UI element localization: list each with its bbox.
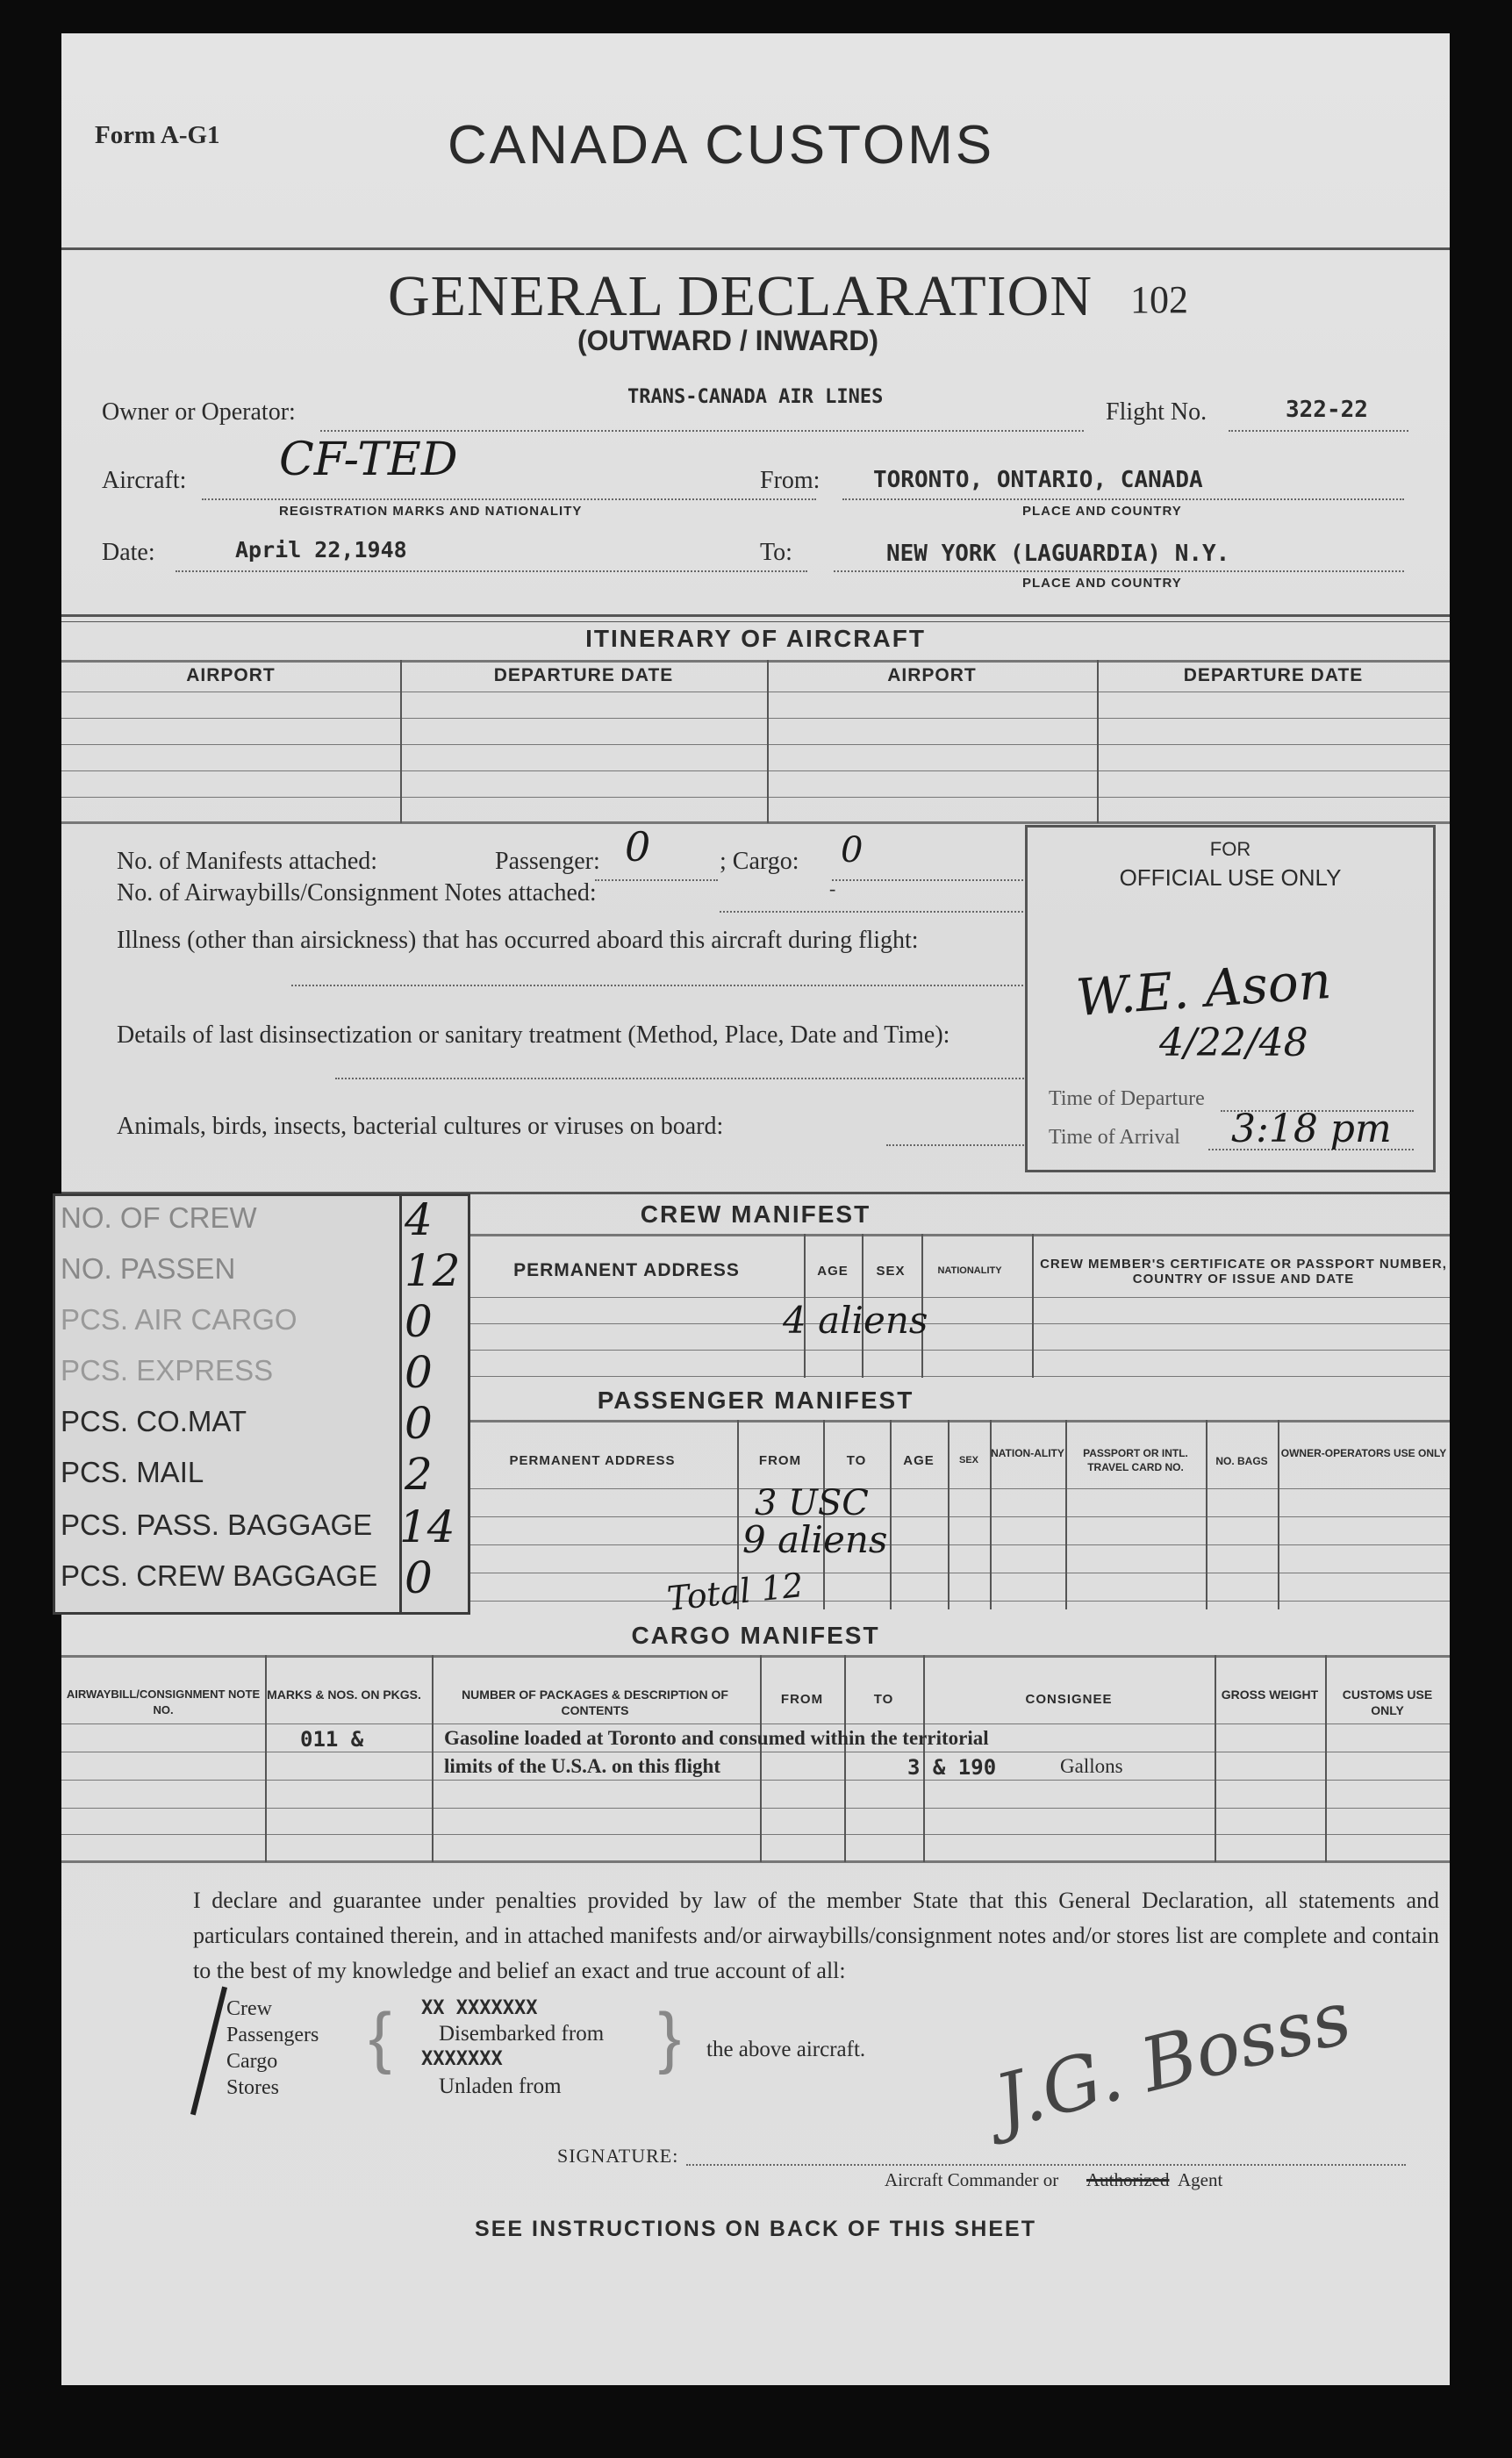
cargo-manifest-value: 0 <box>841 830 863 871</box>
date-value: April 22,1948 <box>235 537 407 563</box>
itinerary-table <box>61 660 1450 823</box>
strip-row <box>55 1400 463 1447</box>
itinerary-rule-top <box>61 614 1450 617</box>
cargo-col-airwaybill: AIRWAYBILL/CONSIGNMENT NOTE NO. <box>66 1688 261 1716</box>
crew-note: 4 aliens <box>783 1299 928 1342</box>
date-label: Date: <box>102 539 155 566</box>
passenger-col-to: TO <box>846 1453 867 1468</box>
official-use-box <box>1025 825 1436 1172</box>
cargo-amount: 3 & 190 <box>907 1755 997 1780</box>
aircraft-line <box>202 498 816 500</box>
strip-label: PCS. AIR CARGO <box>61 1303 297 1336</box>
to-caption: PLACE AND COUNTRY <box>1022 576 1182 591</box>
strip-value: 4 <box>405 1194 433 1245</box>
owner-value: TRANS-CANADA AIR LINES <box>627 386 884 408</box>
strip-value: 0 <box>405 1347 433 1398</box>
animals-line <box>886 1144 1027 1146</box>
passenger-col-sex: SEX <box>958 1455 978 1465</box>
cargo-col-consignee: CONSIGNEE <box>1025 1692 1113 1707</box>
from-line <box>842 498 1404 500</box>
commander-signature: J.G. Bosss <box>986 1974 1359 2146</box>
strip-value: 12 <box>405 1245 461 1296</box>
unladen-label: Unladen from <box>439 2075 562 2098</box>
summary-strip <box>53 1193 470 1615</box>
passenger-total: Total 12 <box>665 1565 806 1619</box>
above-aircraft-text: the above aircraft. <box>706 2038 866 2061</box>
declaration-list <box>226 1996 319 2101</box>
strip-value: 0 <box>405 1552 433 1603</box>
official-title-2: OFFICIAL USE ONLY <box>1119 864 1342 891</box>
footer-instructions: SEE INSTRUCTIONS ON BACK OF THIS SHEET <box>475 2217 1036 2241</box>
aircraft-caption: REGISTRATION MARKS AND NATIONALITY <box>279 504 583 519</box>
crew-col-sex: SEX <box>876 1264 906 1279</box>
animals-label: Animals, birds, insects, bacterial cultures or viruses on board: <box>117 1113 724 1140</box>
aircraft-value: CF-TED <box>279 434 458 486</box>
cargo-line-2: limits of the U.S.A. on this flight <box>444 1755 720 1777</box>
passenger-manifest-value: 0 <box>625 823 651 871</box>
strip-label: PCS. PASS. BAGGAGE <box>61 1508 373 1541</box>
passenger-col-age: AGE <box>903 1453 935 1468</box>
itinerary-title: ITINERARY OF AIRCRAFT <box>585 625 926 652</box>
itinerary-col-airport-2: AIRPORT <box>887 665 977 685</box>
owner-label: Owner or Operator: <box>102 398 296 426</box>
strip-value: 2 <box>405 1449 433 1500</box>
strip-row <box>55 1503 463 1551</box>
from-label: From: <box>760 467 820 494</box>
declaration-form <box>61 33 1450 2385</box>
arrival-time-label: Time of Arrival <box>1049 1126 1180 1149</box>
strip-label: PCS. EXPRESS <box>61 1354 274 1387</box>
cargo-col-to: TO <box>873 1692 894 1707</box>
flight-line <box>1229 430 1408 432</box>
strip-row <box>55 1349 463 1396</box>
crew-col-certificate: CREW MEMBER'S CERTIFICATE OR PASSPORT NUMBER, COUNTRY OF ISSUE AND DATE <box>1040 1257 1447 1286</box>
airwaybills-value: - <box>829 878 836 899</box>
strip-value: 14 <box>399 1501 455 1552</box>
illness-label: Illness (other than airsickness) that has occurred aboard this aircraft during flight: <box>117 927 919 954</box>
official-title-1: FOR <box>1209 838 1251 860</box>
struck-text-2: XXXXXXX <box>421 2048 503 2070</box>
to-label: To: <box>760 539 792 566</box>
commander-role: Aircraft Commander or <box>885 2169 1059 2190</box>
cargo-col-packages: NUMBER OF PACKAGES & DESCRIPTION OF CONTENTS <box>462 1688 728 1717</box>
strip-value: 0 <box>405 1398 433 1449</box>
cargo-manifest-label: ; Cargo: <box>720 848 799 875</box>
strip-row <box>55 1554 463 1602</box>
declaration-item-crew: Crew <box>226 1997 272 2020</box>
itinerary-col-airport-1: AIRPORT <box>186 665 276 685</box>
crew-col-nationality: NATIONALITY <box>937 1265 1002 1276</box>
cargo-title: CARGO MANIFEST <box>631 1622 880 1649</box>
strip-row <box>55 1451 463 1498</box>
strip-row <box>55 1298 463 1345</box>
itinerary-col-departure-2: DEPARTURE DATE <box>1183 665 1364 685</box>
declaration-item-cargo: Cargo <box>226 2050 278 2073</box>
itinerary-rule-top-2 <box>61 621 1450 622</box>
cargo-col-from: FROM <box>780 1692 824 1707</box>
itinerary-col-departure-1: DEPARTURE DATE <box>493 665 674 685</box>
strike-mark <box>190 1987 227 2116</box>
strip-label: PCS. CO.MAT <box>61 1405 247 1437</box>
cargo-unit: Gallons <box>1060 1755 1123 1777</box>
passenger-col-address: PERMANENT ADDRESS <box>509 1453 676 1468</box>
form-number: Form A-G1 <box>95 121 220 149</box>
departure-time-label: Time of Departure <box>1049 1087 1205 1110</box>
manifests-label: No. of Manifests attached: <box>117 848 378 875</box>
passenger-note-2: 9 aliens <box>742 1518 888 1561</box>
to-value: NEW YORK (LAGUARDIA) N.Y. <box>886 541 1230 567</box>
struck-authorized: Authorized <box>1086 2169 1170 2190</box>
authority-title: CANADA CUSTOMS <box>448 115 995 176</box>
page-number: 102 <box>1130 278 1188 321</box>
declaration-item-stores: Stores <box>226 2076 279 2099</box>
passenger-col-owner: OWNER-OPERATORS USE ONLY <box>1280 1447 1447 1459</box>
cargo-marks-value: 011 & <box>300 1727 364 1752</box>
to-line <box>834 570 1404 572</box>
crew-col-age: AGE <box>817 1264 849 1279</box>
cargo-manifest-line <box>832 879 1027 881</box>
disinsect-line <box>335 1078 1027 1079</box>
passenger-title: PASSENGER MANIFEST <box>597 1387 914 1414</box>
disinsect-label: Details of last disinsectization or sanitary treatment (Method, Place, Date and Time): <box>117 1021 950 1049</box>
declaration-text: I declare and guarantee under penalties provided by law of the member State that this General Declaration, all statements and particulars contained therein, and in attached manifests and/or airwaybills/consignment notes and/or stores list are complete and contain to the best of my knowledge and belief an exact and true account of all: <box>193 1888 1439 1983</box>
strip-label: PCS. CREW BAGGAGE <box>61 1559 378 1592</box>
brace-right: } <box>658 1998 682 2075</box>
airwaybills-label: No. of Airwaybills/Consignment Notes attached: <box>117 879 597 907</box>
aircraft-label: Aircraft: <box>102 467 187 494</box>
signature-label: SIGNATURE: <box>557 2145 679 2167</box>
passenger-col-nationality: NATION-ALITY <box>991 1447 1064 1459</box>
strip-row <box>55 1247 463 1294</box>
passenger-note-1: 3 USC <box>755 1483 869 1523</box>
passenger-manifest-label: Passenger: <box>495 848 600 875</box>
from-caption: PLACE AND COUNTRY <box>1022 504 1182 519</box>
owner-line <box>320 430 1084 432</box>
cargo-line-1: Gasoline loaded at Toronto and consumed within the territorial <box>444 1727 989 1749</box>
cargo-col-marks: MARKS & NOS. ON PKGS. <box>267 1688 421 1702</box>
strip-row <box>55 1196 463 1243</box>
cargo-col-customs: CUSTOMS USE ONLY <box>1342 1688 1433 1717</box>
disembarked-label: Disembarked from <box>439 2022 605 2046</box>
arrival-time-value: 3:18 pm <box>1231 1107 1392 1151</box>
brace-left: { <box>369 1998 392 2075</box>
strip-label: PCS. MAIL <box>61 1456 204 1488</box>
header-rule <box>61 247 1450 250</box>
flight-value: 322-22 <box>1286 397 1368 423</box>
illness-line <box>291 985 1027 986</box>
strip-label: NO. PASSEN <box>61 1252 236 1285</box>
flight-label: Flight No. <box>1106 398 1207 426</box>
strip-value: 0 <box>405 1296 433 1347</box>
struck-text-1: XX XXXXXXX <box>421 1997 538 2019</box>
official-date: 4/22/48 <box>1159 1021 1308 1065</box>
cargo-table <box>61 1655 1450 1862</box>
page-title: GENERAL DECLARATION <box>388 264 1093 328</box>
strip-label: NO. OF CREW <box>61 1201 257 1234</box>
date-line <box>176 570 807 572</box>
passenger-manifest-line <box>595 879 718 881</box>
from-value: TORONTO, ONTARIO, CANADA <box>873 467 1203 493</box>
crew-col-address: PERMANENT ADDRESS <box>513 1260 740 1280</box>
cargo-col-weight: GROSS WEIGHT <box>1221 1688 1319 1702</box>
crew-title: CREW MANIFEST <box>640 1200 871 1228</box>
airwaybills-line <box>720 911 1027 913</box>
signature-line <box>686 2164 1406 2166</box>
passenger-col-passport: PASSPORT OR INTL. TRAVEL CARD NO. <box>1083 1447 1188 1473</box>
passenger-col-bags: NO. BAGS <box>1215 1455 1268 1467</box>
passenger-col-from: FROM <box>758 1453 802 1468</box>
declaration-item-passengers: Passengers <box>226 2024 319 2046</box>
direction-label: (OUTWARD / INWARD) <box>577 325 879 356</box>
official-signature: W.E. Ason <box>1073 950 1334 1028</box>
agent-label: Agent <box>1178 2169 1223 2190</box>
